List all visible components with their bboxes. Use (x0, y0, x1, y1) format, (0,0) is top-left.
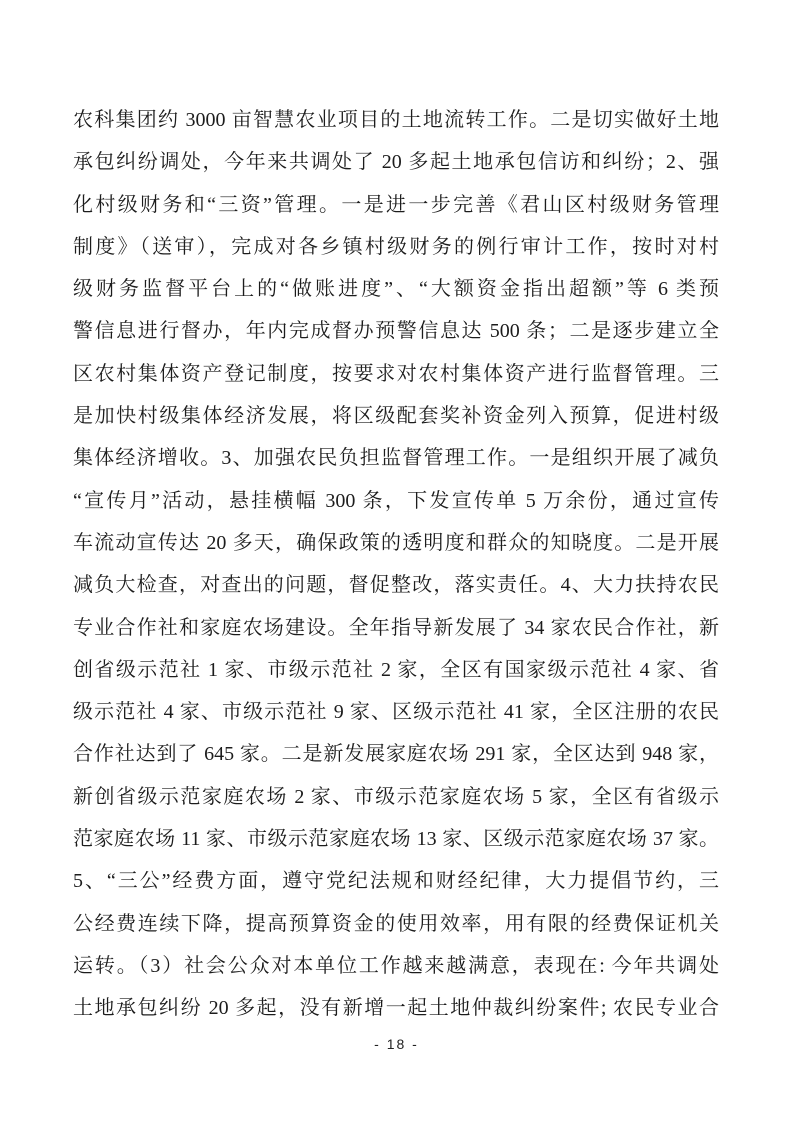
text-line: 化村级财务和“三资”管理。一是进一步完善《君山区村级财务管理 (73, 193, 719, 216)
text-line: 土地承包纠纷 20 多起，没有新增一起土地仲裁纠纷案件; 农民专业合 (73, 997, 719, 1020)
body-text (73, 99, 719, 1030)
text-line: 警信息进行督办，年内完成督办预警信息达 500 条；二是逐步建立全 (73, 320, 719, 343)
text-line: 专业合作社和家庭农场建设。全年指导新发展了 34 家农民合作社，新 (73, 616, 719, 639)
text-line: 级示范社 4 家、市级示范社 9 家、区级示范社 41 家，全区注册的农民 (73, 701, 719, 724)
text-line: 减负大检查，对查出的问题，督促整改，落实责任。4、大力扶持农民 (73, 574, 719, 597)
text-line: 区农村集体资产登记制度，按要求对农村集体资产进行监督管理。三 (73, 362, 719, 385)
page-number: - 18 - (374, 1036, 419, 1052)
text-line: 是加快村级集体经济发展，将区级配套奖补资金列入预算，促进村级 (73, 405, 719, 428)
text-line: 运转。（3）社会公众对本单位工作越来越满意，表现在: 今年共调处 (73, 954, 719, 977)
text-line: 车流动宣传达 20 多天，确保政策的透明度和群众的知晓度。二是开展 (73, 531, 719, 554)
text-line: 集体经济增收。3、加强农民负担监督管理工作。一是组织开展了减负 (73, 447, 719, 470)
text-line: 承包纠纷调处，今年来共调处了 20 多起土地承包信访和纠纷；2、强 (73, 151, 719, 174)
text-line: 范家庭农场 11 家、市级示范家庭农场 13 家、区级示范家庭农场 37 家。 (73, 828, 719, 851)
page-footer (0, 1036, 793, 1054)
text-line: 公经费连续下降，提高预算资金的使用效率，用有限的经费保证机关 (73, 912, 719, 935)
text-line: 创省级示范社 1 家、市级示范社 2 家，全区有国家级示范社 4 家、省 (73, 658, 719, 681)
text-line: 新创省级示范家庭农场 2 家、市级示范家庭农场 5 家，全区有省级示 (73, 785, 719, 808)
text-line: 制度》（送审），完成对各乡镇村级财务的例行审计工作，按时对村 (73, 235, 719, 258)
text-line: 农科集团约 3000 亩智慧农业项目的土地流转工作。二是切实做好土地 (73, 109, 719, 131)
text-line: 级财务监督平台上的“做账进度”、“大额资金指出超额”等 6 类预 (73, 278, 719, 301)
text-line: “宣传月”活动，悬挂横幅 300 条，下发宣传单 5 万余份，通过宣传 (73, 489, 719, 512)
text-line: 合作社达到了 645 家。二是新发展家庭农场 291 家，全区达到 948 家， (73, 743, 719, 766)
text-line: 5、“三公”经费方面，遵守党纪法规和财经纪律，大力提倡节约，三 (73, 870, 719, 893)
